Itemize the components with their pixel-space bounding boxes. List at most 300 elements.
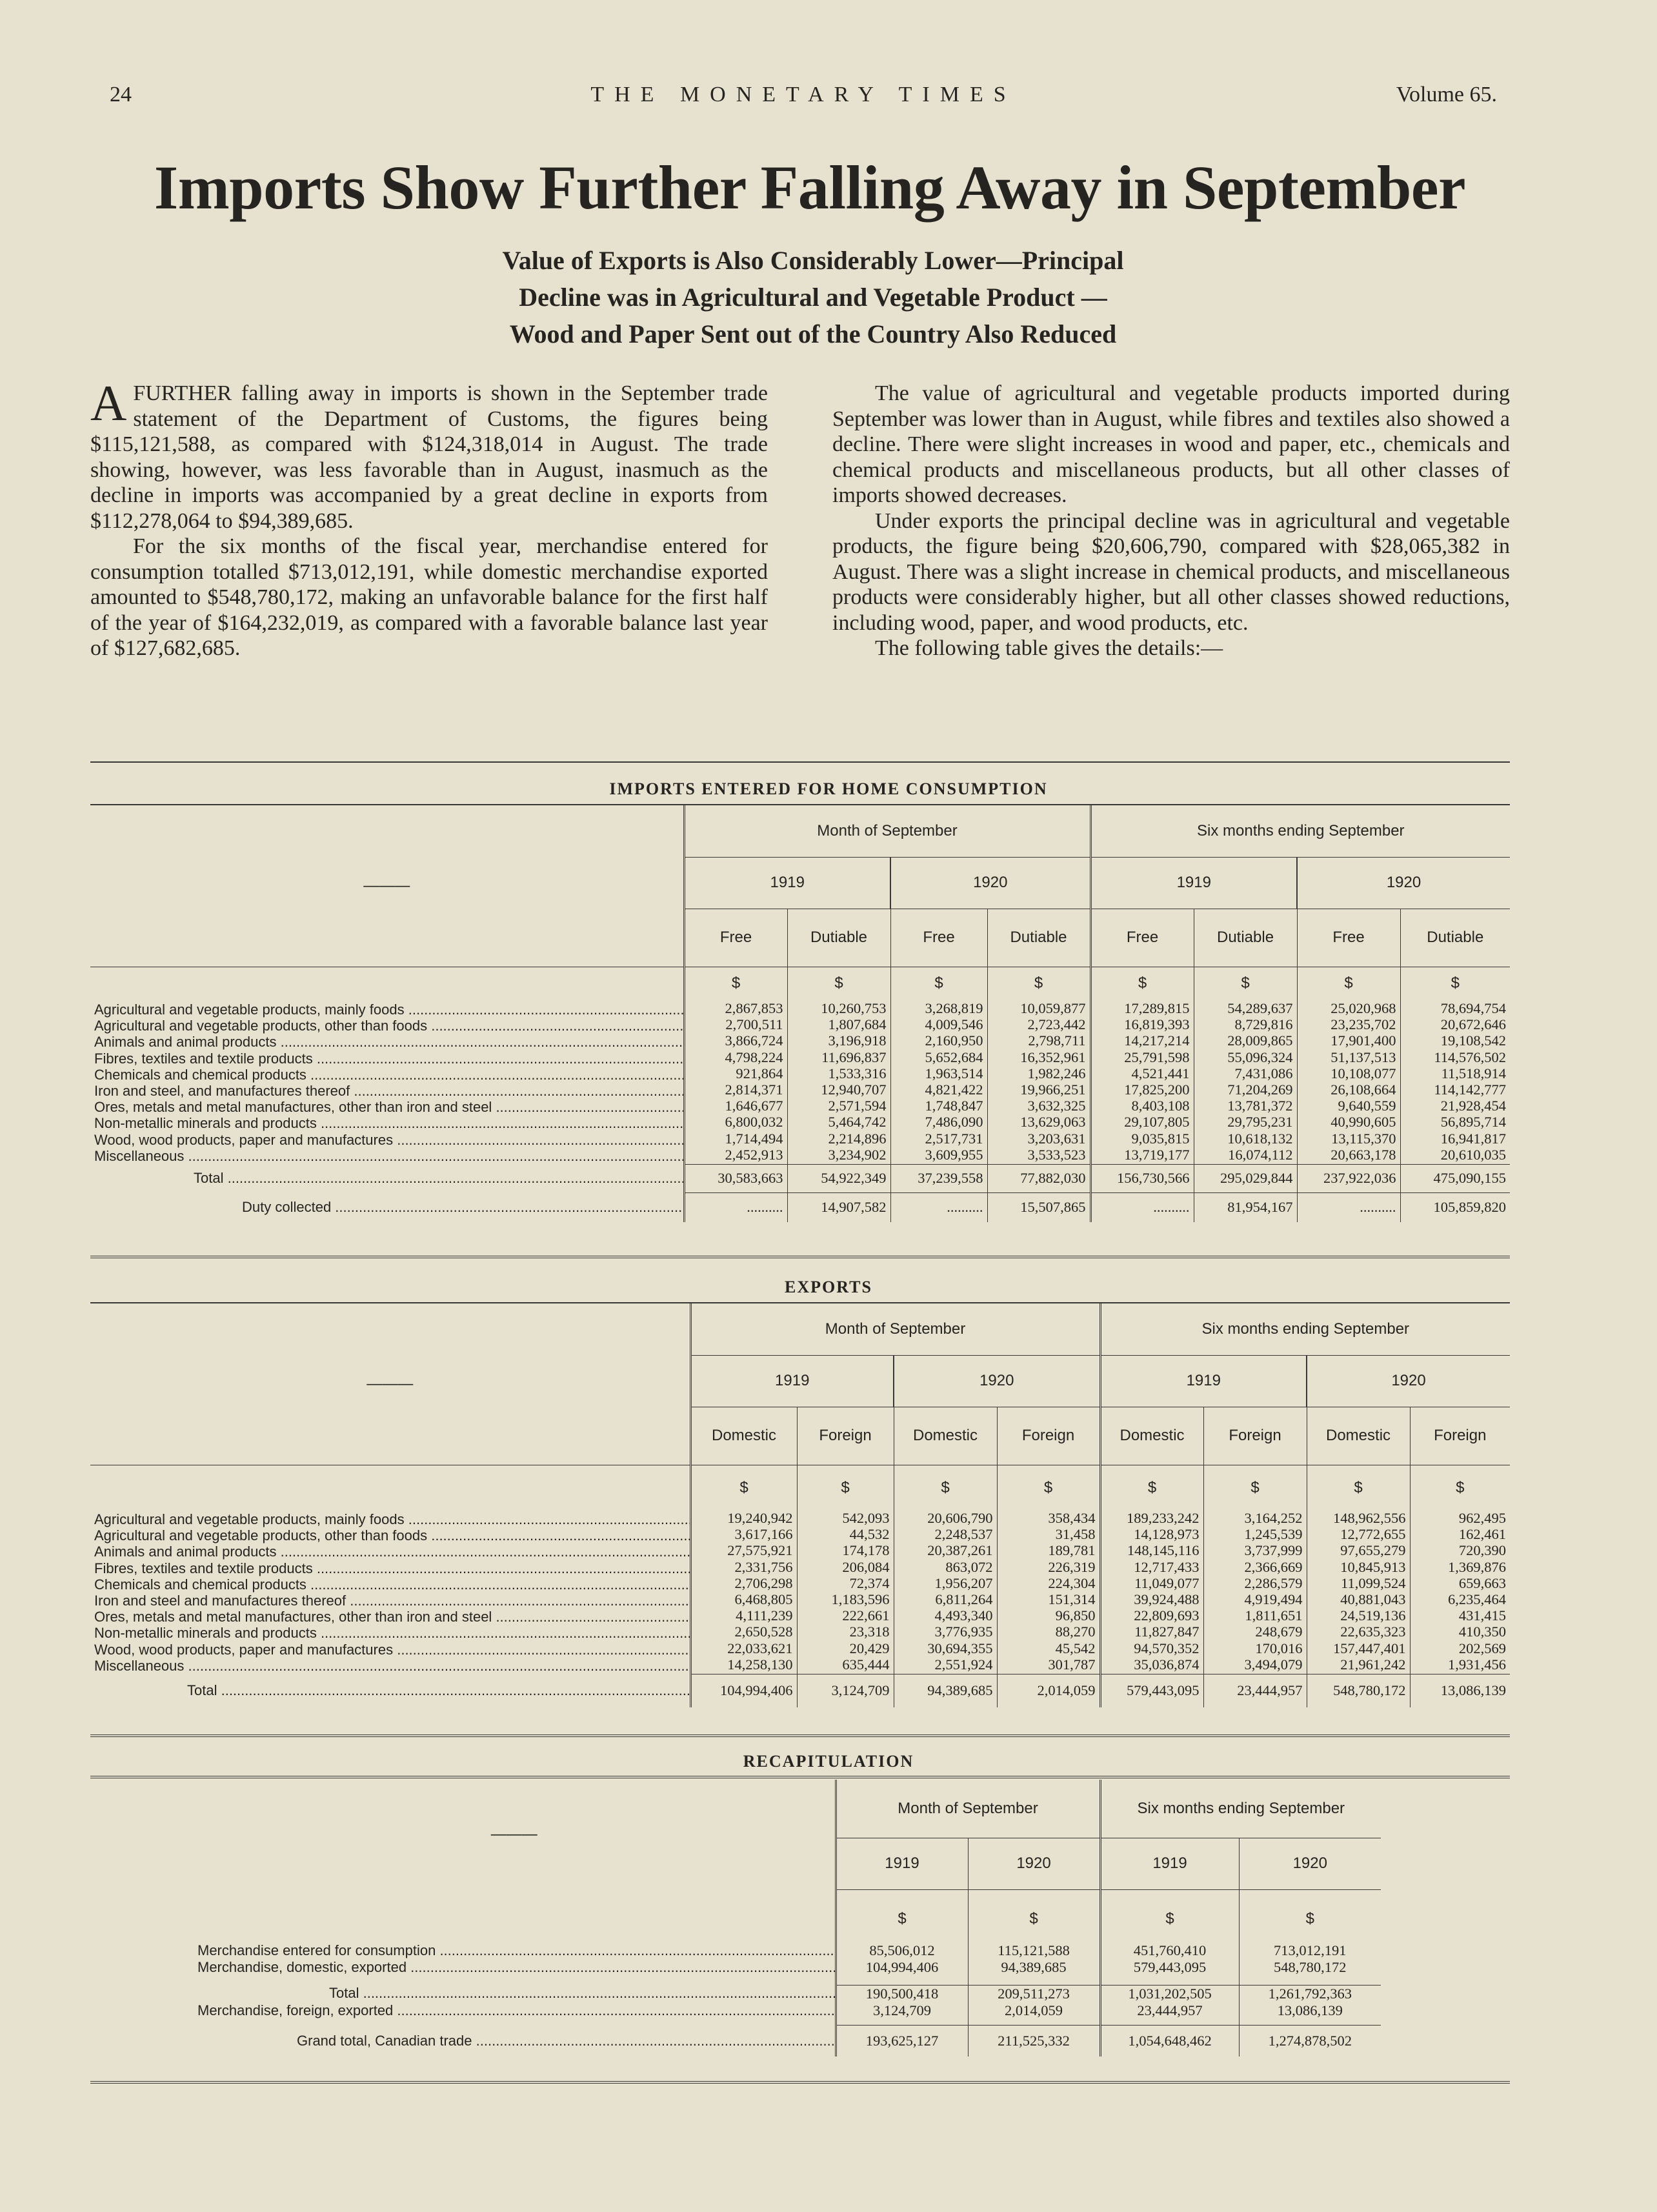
value-cell: 19,240,942: [690, 1511, 797, 1527]
value-cell: 28,009,865: [1194, 1034, 1297, 1050]
value-cell: 2,331,756: [690, 1560, 797, 1576]
value-cell: 542,093: [797, 1511, 894, 1527]
page-header: [110, 83, 1497, 115]
recap-total-cell: 1,261,792,363: [1239, 1985, 1381, 2002]
value-cell: 2,700,511: [684, 1018, 787, 1034]
page-number: 24: [110, 83, 132, 106]
table-row: [90, 1115, 1510, 1131]
total-cell: 3,124,709: [797, 1674, 894, 1707]
value-cell: 358,434: [997, 1511, 1100, 1527]
value-cell: 114,576,502: [1400, 1051, 1510, 1067]
value-cell: 2,650,528: [690, 1625, 797, 1641]
recap-total-cell: 1,031,202,505: [1100, 1985, 1239, 2002]
value-cell: 206,084: [797, 1560, 894, 1576]
value-cell: 85,506,012: [836, 1942, 968, 1959]
value-cell: 20,610,035: [1400, 1148, 1510, 1164]
value-cell: 12,772,655: [1307, 1527, 1410, 1543]
value-cell: 148,962,556: [1307, 1511, 1410, 1527]
value-cell: 11,518,914: [1400, 1067, 1510, 1083]
recap-foreign-cell: 13,086,139: [1239, 2002, 1381, 2019]
currency-symbol: $: [890, 967, 987, 992]
value-cell: 157,447,401: [1307, 1642, 1410, 1658]
bottom-rule: [90, 2081, 1510, 2084]
value-cell: 3,776,935: [894, 1625, 997, 1641]
value-cell: 162,461: [1410, 1527, 1510, 1543]
row-label: Miscellaneous .....: [90, 1658, 690, 1674]
value-cell: 5,652,684: [890, 1051, 987, 1067]
value-cell: 16,941,817: [1400, 1132, 1510, 1148]
value-cell: 451,760,410: [1100, 1942, 1239, 1959]
currency-symbol: $: [1307, 1465, 1410, 1497]
value-cell: 2,517,731: [890, 1132, 987, 1148]
value-cell: 31,458: [997, 1527, 1100, 1543]
value-cell: 13,629,063: [987, 1115, 1090, 1131]
table-row: [90, 1642, 1510, 1658]
total-cell: 77,882,030: [987, 1164, 1090, 1192]
value-cell: 2,286,579: [1203, 1576, 1307, 1593]
value-cell: 17,901,400: [1297, 1034, 1400, 1050]
value-cell: 3,164,252: [1203, 1511, 1307, 1527]
value-cell: 14,217,214: [1090, 1034, 1194, 1050]
total-cell: 54,922,349: [787, 1164, 890, 1192]
paragraph: The following table gives the details:—: [875, 636, 1223, 660]
drop-cap: A: [90, 375, 127, 431]
value-cell: 3,268,819: [890, 1001, 987, 1018]
year-header: 1919: [836, 1838, 968, 1889]
value-cell: 97,655,279: [1307, 1543, 1410, 1560]
row-label: Merchandise entered for consumption .....: [194, 1942, 836, 1959]
paragraph: For the six months of the fiscal year, merchandise entered for consumption totalled $713,012,191, while domestic merchandise exported amounted to $548,780,172, making an unfavorable balance for the first half of the year of $164,232,019, as compared with a favorable balance last year of $127,682,685.: [90, 534, 768, 660]
value-cell: 72,374: [797, 1576, 894, 1593]
column-header: Foreign: [997, 1407, 1100, 1465]
exports-table: [90, 1303, 1510, 1707]
currency-symbol: $: [787, 967, 890, 992]
table-row: [90, 1067, 1510, 1083]
value-cell: 78,694,754: [1400, 1001, 1510, 1018]
value-cell: 22,033,621: [690, 1642, 797, 1658]
value-cell: 56,895,714: [1400, 1115, 1510, 1131]
value-cell: 635,444: [797, 1658, 894, 1674]
value-cell: 88,270: [997, 1625, 1100, 1641]
value-cell: 11,696,837: [787, 1051, 890, 1067]
value-cell: 13,719,177: [1090, 1148, 1194, 1164]
subtitle-line: Wood and Paper Sent out of the Country Also Reduced: [509, 319, 1117, 348]
value-cell: 3,494,079: [1203, 1658, 1307, 1674]
recap-foreign-cell: 2,014,059: [968, 2002, 1100, 2019]
value-cell: 6,468,805: [690, 1593, 797, 1609]
column-header: Free: [684, 909, 787, 967]
currency-symbol: $: [1410, 1465, 1510, 1497]
value-cell: 10,845,913: [1307, 1560, 1410, 1576]
value-cell: 2,366,669: [1203, 1560, 1307, 1576]
imports-table-title: IMPORTS ENTERED FOR HOME CONSUMPTION: [609, 779, 1048, 798]
year-header: 1919: [1090, 857, 1297, 909]
currency-symbol: $: [1239, 1889, 1381, 1928]
total-label: Total .....: [90, 1164, 684, 1192]
total-cell: 156,730,566: [1090, 1164, 1194, 1192]
value-cell: 25,791,598: [1090, 1051, 1194, 1067]
group-header-six-months: Six months ending September: [1090, 805, 1510, 857]
value-cell: 20,663,178: [1297, 1148, 1400, 1164]
table-row: [90, 1001, 1510, 1018]
currency-symbol: $: [1100, 1465, 1203, 1497]
value-cell: 4,821,422: [890, 1083, 987, 1099]
value-cell: 13,781,372: [1194, 1099, 1297, 1115]
value-cell: 10,618,132: [1194, 1132, 1297, 1148]
value-cell: 1,982,246: [987, 1067, 1090, 1083]
value-cell: 863,072: [894, 1560, 997, 1576]
value-cell: 3,533,523: [987, 1148, 1090, 1164]
value-cell: 17,289,815: [1090, 1001, 1194, 1018]
value-cell: 104,994,406: [836, 1959, 968, 1976]
value-cell: 548,780,172: [1239, 1959, 1381, 1976]
table-row: [90, 1132, 1510, 1148]
value-cell: 579,443,095: [1100, 1959, 1239, 1976]
value-cell: 8,403,108: [1090, 1099, 1194, 1115]
section-rule: [90, 1256, 1510, 1258]
value-cell: 20,429: [797, 1642, 894, 1658]
table-row: [90, 1609, 1510, 1625]
row-label: Agricultural and vegetable products, mainly foods .....: [90, 1001, 684, 1018]
table-row: [90, 1560, 1510, 1576]
value-cell: 21,928,454: [1400, 1099, 1510, 1115]
masthead: THE MONETARY TIMES: [590, 83, 1016, 106]
value-cell: 2,551,924: [894, 1658, 997, 1674]
value-cell: 3,866,724: [684, 1034, 787, 1050]
value-cell: 35,036,874: [1100, 1658, 1203, 1674]
column-header: Foreign: [1203, 1407, 1307, 1465]
value-cell: 10,059,877: [987, 1001, 1090, 1018]
value-cell: 23,318: [797, 1625, 894, 1641]
stub-dash: ———: [90, 805, 684, 967]
subtitle-line: Value of Exports is Also Considerably Lower—Principal: [502, 246, 1124, 275]
column-header: Dutiable: [787, 909, 890, 967]
grand-total-cell: 193,625,127: [836, 2026, 968, 2056]
recap-total-label: Total .....: [194, 1985, 836, 2002]
currency-symbol: $: [797, 1465, 894, 1497]
value-cell: 8,729,816: [1194, 1018, 1297, 1034]
row-label: Agricultural and vegetable products, mainly foods .....: [90, 1511, 690, 1527]
value-cell: 20,606,790: [894, 1511, 997, 1527]
currency-symbol: $: [968, 1889, 1100, 1928]
value-cell: 11,827,847: [1100, 1625, 1203, 1641]
value-cell: 202,569: [1410, 1642, 1510, 1658]
grand-total-cell: 211,525,332: [968, 2026, 1100, 2056]
value-cell: 189,233,242: [1100, 1511, 1203, 1527]
value-cell: 2,798,711: [987, 1034, 1090, 1050]
value-cell: 3,737,999: [1203, 1543, 1307, 1560]
value-cell: 1,748,847: [890, 1099, 987, 1115]
value-cell: 2,814,371: [684, 1083, 787, 1099]
paragraph: AFURTHER falling away in imports is shown in the September trade statement of the Department of Customs, the figures being $115,121,588, as compared with $124,318,014 in August. The trade showing, however, was less favorable than in August, inasmuch as the decline in imports was accompanied by a great decline in exports from $112,278,064 to $94,389,685.: [90, 375, 768, 533]
value-cell: 22,809,693: [1100, 1609, 1203, 1625]
duty-cell: 14,907,582: [787, 1192, 890, 1222]
grand-total-cell: 1,274,878,502: [1239, 2026, 1381, 2056]
value-cell: 410,350: [1410, 1625, 1510, 1641]
value-cell: 10,260,753: [787, 1001, 890, 1018]
value-cell: 96,850: [997, 1609, 1100, 1625]
table-top-rule: [90, 1776, 1510, 1778]
grand-total-label: Grand total, Canadian trade .....: [194, 2026, 836, 2056]
currency-symbol: $: [987, 967, 1090, 992]
total-cell: 579,443,095: [1100, 1674, 1203, 1707]
column-header: Domestic: [690, 1407, 797, 1465]
table-row: [90, 1576, 1510, 1593]
value-cell: 12,940,707: [787, 1083, 890, 1099]
row-label: Ores, metals and metal manufactures, other than iron and steel .....: [90, 1099, 684, 1115]
value-cell: 189,781: [997, 1543, 1100, 1560]
value-cell: 1,807,684: [787, 1018, 890, 1034]
value-cell: 222,661: [797, 1609, 894, 1625]
value-cell: 7,431,086: [1194, 1067, 1297, 1083]
value-cell: 4,798,224: [684, 1051, 787, 1067]
subtitle-line: Decline was in Agricultural and Vegetable Product —: [519, 283, 1107, 312]
total-cell: 475,090,155: [1400, 1164, 1510, 1192]
column-header: Foreign: [797, 1407, 894, 1465]
column-header: Dutiable: [1194, 909, 1297, 967]
table-row: [90, 1658, 1510, 1674]
value-cell: 20,387,261: [894, 1543, 997, 1560]
volume-label: Volume 65.: [1396, 83, 1497, 106]
grand-total-cell: 1,054,648,462: [1100, 2026, 1239, 2056]
currency-symbol: $: [684, 967, 787, 992]
row-label: Iron and steel and manufactures thereof .....: [90, 1593, 690, 1609]
value-cell: 301,787: [997, 1658, 1100, 1674]
section-rule: [90, 1734, 1510, 1737]
value-cell: 27,575,921: [690, 1543, 797, 1560]
value-cell: 6,811,264: [894, 1593, 997, 1609]
currency-symbol: $: [997, 1465, 1100, 1497]
value-cell: 148,145,116: [1100, 1543, 1203, 1560]
value-cell: 431,415: [1410, 1609, 1510, 1625]
column-header: Domestic: [1100, 1407, 1203, 1465]
value-cell: 2,867,853: [684, 1001, 787, 1018]
value-cell: 2,160,950: [890, 1034, 987, 1050]
value-cell: 29,107,805: [1090, 1115, 1194, 1131]
duty-cell: 15,507,865: [987, 1192, 1090, 1222]
value-cell: 1,811,651: [1203, 1609, 1307, 1625]
row-label: Wood, wood products, paper and manufactures .....: [90, 1132, 684, 1148]
recap-total-cell: 190,500,418: [836, 1985, 968, 2002]
row-label: Iron and steel, and manufactures thereof .....: [90, 1083, 684, 1099]
value-cell: 16,819,393: [1090, 1018, 1194, 1034]
year-header: 1919: [690, 1355, 894, 1407]
year-header: 1919: [684, 857, 890, 909]
row-label: Wood, wood products, paper and manufactures .....: [90, 1642, 690, 1658]
value-cell: 40,881,043: [1307, 1593, 1410, 1609]
group-header-six-months: Six months ending September: [1100, 1303, 1510, 1355]
row-label: Non-metallic minerals and products .....: [90, 1115, 684, 1131]
value-cell: 9,035,815: [1090, 1132, 1194, 1148]
value-cell: 55,096,324: [1194, 1051, 1297, 1067]
duty-cell: 81,954,167: [1194, 1192, 1297, 1222]
value-cell: 40,990,605: [1297, 1115, 1400, 1131]
currency-symbol: $: [1100, 1889, 1239, 1928]
value-cell: 94,570,352: [1100, 1642, 1203, 1658]
value-cell: 14,128,973: [1100, 1527, 1203, 1543]
table-row: [90, 1018, 1510, 1034]
year-header: 1919: [1100, 1838, 1239, 1889]
year-header: 1919: [1100, 1355, 1307, 1407]
value-cell: 21,961,242: [1307, 1658, 1410, 1674]
value-cell: 174,178: [797, 1543, 894, 1560]
currency-symbol: $: [894, 1465, 997, 1497]
total-cell: 13,086,139: [1410, 1674, 1510, 1707]
value-cell: 1,963,514: [890, 1067, 987, 1083]
value-cell: 3,609,955: [890, 1148, 987, 1164]
recap-foreign-cell: 3,124,709: [836, 2002, 968, 2019]
total-cell: 104,994,406: [690, 1674, 797, 1707]
recap-total-cell: 209,511,273: [968, 1985, 1100, 2002]
value-cell: 7,486,090: [890, 1115, 987, 1131]
table-row: [90, 1543, 1510, 1560]
paragraph: The value of agricultural and vegetable products imported during September was lower than in August, while fibres and textiles also showed a decline. There were slight increases in wood and paper, etc., chemicals and chemical products and miscellaneous products, but all other classes of imports showed decreases.: [832, 381, 1510, 507]
value-cell: 12,717,433: [1100, 1560, 1203, 1576]
value-cell: 921,864: [684, 1067, 787, 1083]
column-header: Domestic: [894, 1407, 997, 1465]
value-cell: 224,304: [997, 1576, 1100, 1593]
row-label: Ores, metals and metal manufactures, other than iron and steel .....: [90, 1609, 690, 1625]
column-header: Foreign: [1410, 1407, 1510, 1465]
currency-symbol: $: [1194, 967, 1297, 992]
value-cell: 54,289,637: [1194, 1001, 1297, 1018]
value-cell: 94,389,685: [968, 1959, 1100, 1976]
recap-table-title: RECAPITULATION: [743, 1752, 914, 1771]
value-cell: 25,020,968: [1297, 1001, 1400, 1018]
imports-table: ——— Month of September Six months ending September 1919 1920 1919 1920 Free Dutiable Free Dutiable Free Dutiable Free Dutiable $ $ $ $ $ $ $ $ Agricultural and vegetable products, mainly foods ..... 2,867,853 10,260,753 3,268,819 10,059,877 17,289,815 54,289,637 25,020,968 78,694,754 Agricultural and vegetable products, other than foods ..... 2,700,511 1,807,684 4,009,546 2,723,442 16,819,393 8,729,816 23,235,702 20,672,646 Animals and animal products ..... 3,866,724 3,196,918 2,160,950 2,798,711 14,217,214 28,009,865 17,901,400 19,108,542 Fibres, textiles and textile products ..... 4,798,224 11,696,837 5,652,684 16,352,961 25,791,598 55,096,324 51,137,513 114,576,502 Chemicals and chemical products ..... 921,864 1,533,316 1,963,514 1,982,246 4,521,441 7,431,086 10,108,077 11,518,914 Iron and steel, and manufactures thereof ..... 2,814,371 12,940,707 4,821,422 19,966,251 17,825,200 71,204,269 26,108,664 114,142,777 Ores, metals and metal manufactures, other than iron and steel ..... 1,646,677 2,571,594 1,748,847 3,632,325 8,403,108 13,781,372 9,640,559 21,928,454 Non-metallic minerals and products ..... 6,800,032 5,464,742 7,486,090 13,629,063 29,107,805 29,795,231 40,990,605 56,895,714 Wood, wood products, paper and manufactures ..... 1,714,494 2,214,896 2,517,731 3,203,631 9,035,815 10,618,132 13,115,370 16,941,817 Miscellaneous ..... 2,452,913 3,234,902 3,609,955 3,533,523 13,719,177 16,074,112 20,663,178 20,610,035 Total ..... 30,583,663 54,922,349 37,239,558 77,882,030 156,730,566 295,029,844 237,922,036 475,090,155 Duty collected ..... .......... 14,907,582 .......... 15,507,865 .......... 81,954,167 .......... 105,859,820: [90, 805, 1510, 1222]
article-subtitle: [361, 242, 1265, 352]
stub-dash: ———: [90, 1303, 690, 1465]
currency-symbol: $: [1090, 967, 1194, 992]
value-cell: 151,314: [997, 1593, 1100, 1609]
value-cell: 659,663: [1410, 1576, 1510, 1593]
total-cell: 237,922,036: [1297, 1164, 1400, 1192]
recap-foreign-cell: 23,444,957: [1100, 2002, 1239, 2019]
table-row: [90, 1034, 1510, 1050]
row-label: Fibres, textiles and textile products .....: [90, 1560, 690, 1576]
column-header: Free: [1090, 909, 1194, 967]
group-header-month: Month of September: [684, 805, 1090, 857]
group-header-month: Month of September: [836, 1780, 1100, 1838]
value-cell: 4,111,239: [690, 1609, 797, 1625]
value-cell: 44,532: [797, 1527, 894, 1543]
total-cell: 30,583,663: [684, 1164, 787, 1192]
table-row: [90, 1625, 1510, 1641]
row-label: Animals and animal products .....: [90, 1034, 684, 1050]
column-header: Dutiable: [987, 909, 1090, 967]
value-cell: 115,121,588: [968, 1942, 1100, 1959]
group-header-six-months: Six months ending September: [1100, 1780, 1381, 1838]
total-label: Total .....: [90, 1674, 690, 1707]
column-header: Domestic: [1307, 1407, 1410, 1465]
recap-foreign-label: Merchandise, foreign, exported .....: [194, 2002, 836, 2019]
article-title: Imports Show Further Falling Away in September: [154, 153, 1466, 222]
value-cell: 226,319: [997, 1560, 1100, 1576]
value-cell: 3,632,325: [987, 1099, 1090, 1115]
duty-cell: 105,859,820: [1400, 1192, 1510, 1222]
value-cell: 29,795,231: [1194, 1115, 1297, 1131]
value-cell: 6,800,032: [684, 1115, 787, 1131]
column-header: Dutiable: [1400, 909, 1510, 967]
value-cell: 13,115,370: [1297, 1132, 1400, 1148]
value-cell: 3,617,166: [690, 1527, 797, 1543]
value-cell: 2,706,298: [690, 1576, 797, 1593]
total-cell: 37,239,558: [890, 1164, 987, 1192]
total-cell: 2,014,059: [997, 1674, 1100, 1707]
table-row: [90, 1099, 1510, 1115]
value-cell: 170,016: [1203, 1642, 1307, 1658]
year-header: 1920: [890, 857, 1090, 909]
total-cell: 23,444,957: [1203, 1674, 1307, 1707]
value-cell: 1,646,677: [684, 1099, 787, 1115]
table-row: [90, 1083, 1510, 1099]
stub-dash: ———: [490, 1825, 537, 1843]
value-cell: 9,640,559: [1297, 1099, 1400, 1115]
year-header: 1920: [1307, 1355, 1510, 1407]
value-cell: 1,533,316: [787, 1067, 890, 1083]
value-cell: 4,521,441: [1090, 1067, 1194, 1083]
currency-symbol: $: [1297, 967, 1400, 992]
table-row: [90, 1051, 1510, 1067]
row-label: Animals and animal products .....: [90, 1543, 690, 1560]
year-header: 1920: [968, 1838, 1100, 1889]
value-cell: 1,931,456: [1410, 1658, 1510, 1674]
value-cell: 26,108,664: [1297, 1083, 1400, 1099]
column-header: Free: [1297, 909, 1400, 967]
row-label: Chemicals and chemical products .....: [90, 1067, 684, 1083]
duty-label: Duty collected .....: [90, 1192, 684, 1222]
table-row: [194, 1942, 1381, 1959]
value-cell: 3,196,918: [787, 1034, 890, 1050]
value-cell: 2,248,537: [894, 1527, 997, 1543]
value-cell: 3,203,631: [987, 1132, 1090, 1148]
value-cell: 720,390: [1410, 1543, 1510, 1560]
paragraph: Under exports the principal decline was in agricultural and vegetable products, the figure being $20,606,790, compared with $28,065,382 in August. There was a slight increase in chemical products, and miscellaneous products were considerably higher, but all other classes showed reductions, including wood, paper, and wood products, etc.: [832, 508, 1510, 635]
table-row: [90, 1593, 1510, 1609]
value-cell: 1,245,539: [1203, 1527, 1307, 1543]
row-label: Non-metallic minerals and products .....: [90, 1625, 690, 1641]
total-cell: 295,029,844: [1194, 1164, 1297, 1192]
recap-table: [194, 1780, 1381, 2056]
value-cell: 30,694,355: [894, 1642, 997, 1658]
table-row: [90, 1511, 1510, 1527]
value-cell: 39,924,488: [1100, 1593, 1203, 1609]
value-cell: 4,919,494: [1203, 1593, 1307, 1609]
value-cell: 114,142,777: [1400, 1083, 1510, 1099]
value-cell: 45,542: [997, 1642, 1100, 1658]
body-column-left: [90, 375, 768, 661]
value-cell: 11,099,524: [1307, 1576, 1410, 1593]
value-cell: 4,009,546: [890, 1018, 987, 1034]
value-cell: 14,258,130: [690, 1658, 797, 1674]
value-cell: 11,049,077: [1100, 1576, 1203, 1593]
value-cell: 10,108,077: [1297, 1067, 1400, 1083]
currency-symbol: $: [1400, 967, 1510, 992]
value-cell: 2,452,913: [684, 1148, 787, 1164]
value-cell: 19,966,251: [987, 1083, 1090, 1099]
body-column-right: [832, 381, 1510, 661]
exports-table-title: EXPORTS: [785, 1278, 872, 1296]
row-label: Miscellaneous .....: [90, 1148, 684, 1164]
value-cell: 23,235,702: [1297, 1018, 1400, 1034]
value-cell: 2,214,896: [787, 1132, 890, 1148]
row-label: Merchandise, domestic, exported .....: [194, 1959, 836, 1976]
value-cell: 24,519,136: [1307, 1609, 1410, 1625]
total-cell: 548,780,172: [1307, 1674, 1410, 1707]
value-cell: 1,956,207: [894, 1576, 997, 1593]
group-header-month: Month of September: [690, 1303, 1100, 1355]
value-cell: 20,672,646: [1400, 1018, 1510, 1034]
